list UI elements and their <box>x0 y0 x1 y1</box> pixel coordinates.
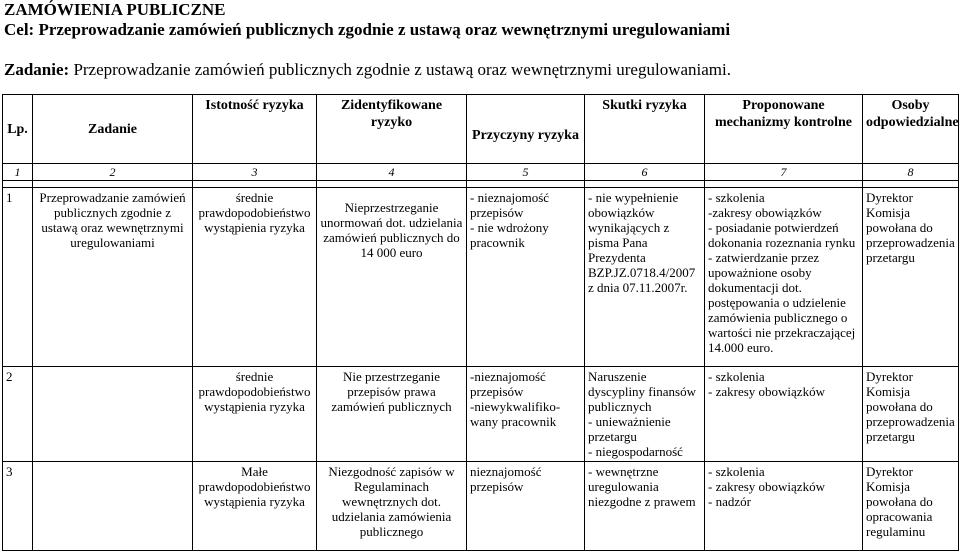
col-header-ryzyko: Zidentyfikowane ryzyko <box>317 95 467 164</box>
effect-item: - unieważnienie przetargu <box>588 414 671 444</box>
control-item: - szkolenia <box>708 369 765 384</box>
spacer-row <box>3 181 959 188</box>
row-ryzyko: Nieprzestrzeganie unormowań dot. udzielania zamówień publicznych do 14 000 euro <box>317 188 467 367</box>
task-text: Przeprowadzanie zamówień publicznych zgodnie z ustawą oraz wewnętrznymi uregulowaniami. <box>69 60 731 79</box>
col-number: 8 <box>863 164 959 181</box>
task-label: Zadanie: <box>4 60 70 79</box>
row-przyczyny <box>467 367 585 462</box>
col-number: 1 <box>3 164 33 181</box>
col-header-lp: Lp. <box>3 95 33 164</box>
row-mechanizmy <box>705 367 863 462</box>
row-istotnosc: średnie prawdopodobieństwo wystąpienia ryzyka <box>193 188 317 367</box>
row-lp: 1 <box>3 188 33 367</box>
row-skutki <box>585 188 705 367</box>
row-zadanie <box>33 367 193 462</box>
col-number: 7 <box>705 164 863 181</box>
row-zadanie <box>33 462 193 551</box>
row-przyczyny <box>467 462 585 551</box>
row-zadanie: Przeprowadzanie zamówień publicznych zgodnie z ustawą oraz wewnętrznymi uregulowaniami <box>33 188 193 367</box>
row-lp: 2 <box>3 367 33 462</box>
row-osoby: Dyrektor Komisja powołana do opracowania regulaminu <box>863 462 959 551</box>
col-header-skutki: Skutki ryzyka <box>585 95 705 164</box>
control-item: - szkolenia <box>708 190 765 205</box>
row-przyczyny <box>467 188 585 367</box>
row-mechanizmy <box>705 462 863 551</box>
col-header-zadanie: Zadanie <box>33 95 193 164</box>
document-title: ZAMÓWIENIA PUBLICZNE <box>4 0 226 19</box>
table-row <box>3 367 959 462</box>
row-osoby: Dyrektor Komisja powołana do przeprowadzenia przetargu <box>863 188 959 367</box>
col-number: 3 <box>193 164 317 181</box>
row-istotnosc: średnie prawdopodobieństwo wystąpienia ryzyka <box>193 367 317 462</box>
control-item: - szkolenia <box>708 464 765 479</box>
row-osoby: Dyrektor Komisja powołana do przeprowadzenia przetargu <box>863 367 959 462</box>
control-item: - zakresy obowiązków <box>708 384 825 399</box>
row-skutki <box>585 367 705 462</box>
col-number: 2 <box>33 164 193 181</box>
col-number: 5 <box>467 164 585 181</box>
control-item: - zatwierdzanie przez upoważnione osoby dokumentacji dot. postępowania o udzielenie zamówienia publicznego o wartości nie przekraczającej 14.000 euro. <box>708 250 856 355</box>
row-istotnosc: Małe prawdopodobieństwo wystąpienia ryzyka <box>193 462 317 551</box>
col-number: 4 <box>317 164 467 181</box>
control-item: - nadzór <box>708 494 751 509</box>
row-ryzyko: Nie przestrzeganie przepisów prawa zamówień publicznych <box>317 367 467 462</box>
row-skutki <box>585 462 705 551</box>
cause-item: - nieznajomość przepisów <box>470 190 550 220</box>
table-row <box>3 188 959 367</box>
effect-item: - nie wypełnienie obowiązków wynikających z pisma Pana Prezydenta BZP.JZ.0718.4/2007 z dnia 07.11.2007r. <box>588 190 696 295</box>
col-header-przyczyny: Przyczyny ryzyka <box>467 95 585 164</box>
cause-item: - nie wdrożony pracownik <box>470 220 549 250</box>
col-number: 6 <box>585 164 705 181</box>
effect-item: - wewnętrzne uregulowania niezgodne z prawem <box>588 464 696 509</box>
effect-item: - niegospodarność <box>588 444 683 459</box>
task-line <box>4 60 731 80</box>
col-header-osoby: Osoby odpowiedzialne <box>863 95 959 164</box>
cause-item: nieznajomość przepisów <box>470 464 542 494</box>
cause-item: -niewykwalifiko-wany pracownik <box>470 399 561 429</box>
header-row <box>3 95 959 164</box>
row-ryzyko: Niezgodność zapisów w Regulaminach wewnętrznych dot. udzielania zamówienia publicznego <box>317 462 467 551</box>
table-row <box>3 462 959 551</box>
row-mechanizmy <box>705 188 863 367</box>
col-header-istotnosc: Istotność ryzyka <box>193 95 317 164</box>
effect-item: Naruszenie dyscypliny finansów publicznych <box>588 369 696 414</box>
goal-line: Cel: Przeprowadzanie zamówień publicznych zgodnie z ustawą oraz wewnętrznymi uregulowaniami <box>4 20 731 39</box>
control-item: -zakresy obowiązków <box>708 205 822 220</box>
control-item: - zakresy obowiązków <box>708 479 825 494</box>
col-header-mechanizmy: Proponowane mechanizmy kontrolne <box>705 95 863 164</box>
risk-table <box>2 94 959 551</box>
cause-item: -nieznajomość przepisów <box>470 369 546 399</box>
column-number-row <box>3 164 959 181</box>
control-item: - posiadanie potwierdzeń dokonania rozeznania rynku <box>708 220 856 250</box>
row-lp: 3 <box>3 462 33 551</box>
